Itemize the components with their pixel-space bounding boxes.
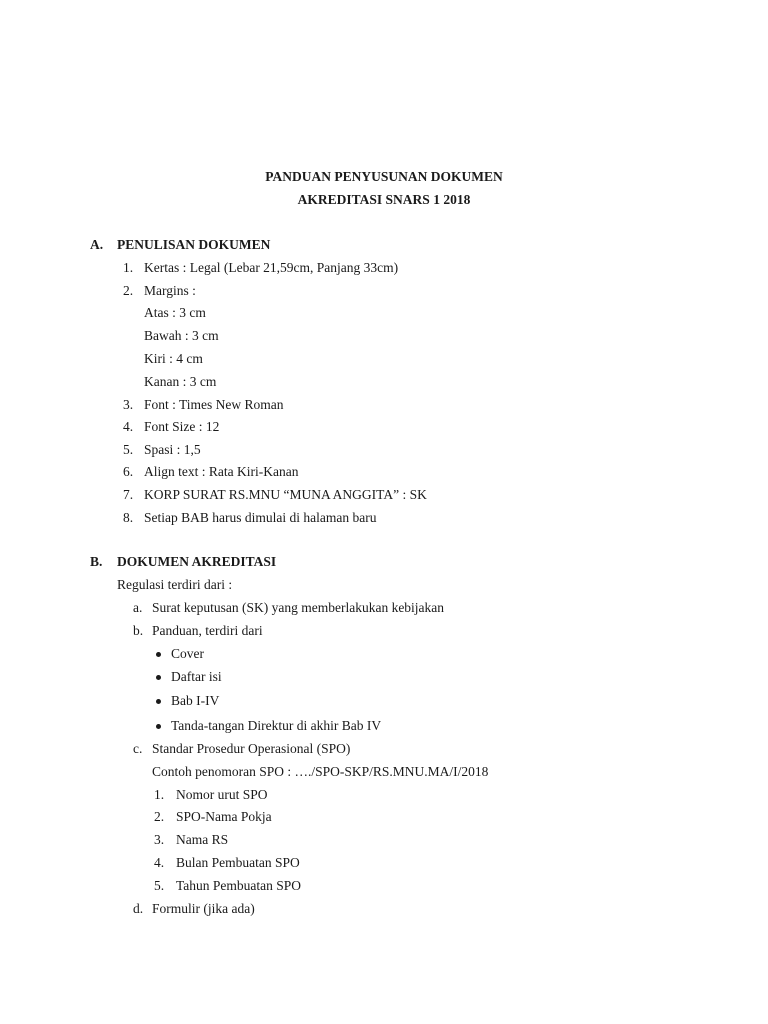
list-item-number: 5. bbox=[123, 442, 134, 457]
bullet-icon bbox=[156, 675, 161, 680]
list-item-number: 1. bbox=[123, 260, 134, 275]
lettered-item-marker: b. bbox=[133, 623, 144, 638]
spo-part-number: 2. bbox=[154, 809, 165, 824]
section-b-intro: Regulasi terdiri dari : bbox=[117, 577, 233, 592]
list-item: KORP SURAT RS.MNU “MUNA ANGGITA” : SK bbox=[144, 487, 427, 502]
list-item: Font : Times New Roman bbox=[144, 397, 284, 412]
lettered-item: Formulir (jika ada) bbox=[152, 901, 255, 916]
bullet-item: Tanda-tangan Direktur di akhir Bab IV bbox=[171, 718, 382, 733]
list-item-number: 7. bbox=[123, 487, 134, 502]
list-item: Kertas : Legal (Lebar 21,59cm, Panjang 33cm) bbox=[144, 260, 399, 275]
bullet-icon bbox=[156, 724, 161, 729]
lettered-item-marker: d. bbox=[133, 901, 144, 916]
spo-part: Nomor urut SPO bbox=[176, 787, 268, 802]
spo-part: Bulan Pembuatan SPO bbox=[176, 855, 300, 870]
spo-part: Tahun Pembuatan SPO bbox=[176, 878, 302, 893]
bullet-item: Daftar isi bbox=[171, 669, 222, 684]
list-item: Align text : Rata Kiri-Kanan bbox=[144, 464, 299, 479]
lettered-item-marker: c. bbox=[133, 741, 143, 756]
lettered-item: Standar Prosedur Operasional (SPO) bbox=[152, 741, 351, 756]
document-title-line2: AKREDITASI SNARS 1 2018 bbox=[297, 192, 471, 207]
list-item-number: 4. bbox=[123, 419, 134, 434]
list-item: Font Size : 12 bbox=[144, 419, 220, 434]
section-a-marker: A. bbox=[90, 237, 104, 252]
list-item: Spasi : 1,5 bbox=[144, 442, 201, 457]
section-b-marker: B. bbox=[90, 554, 103, 569]
list-item-number: 8. bbox=[123, 510, 134, 525]
margin-item: Bawah : 3 cm bbox=[144, 328, 219, 343]
list-item-number: 6. bbox=[123, 464, 134, 479]
spo-part: Nama RS bbox=[176, 832, 229, 847]
margin-item: Atas : 3 cm bbox=[144, 305, 206, 320]
lettered-item-marker: a. bbox=[133, 600, 143, 615]
section-b-heading: DOKUMEN AKREDITASI bbox=[117, 554, 277, 569]
list-item-number: 3. bbox=[123, 397, 134, 412]
bullet-item: Cover bbox=[171, 646, 204, 661]
lettered-item: Panduan, terdiri dari bbox=[152, 623, 263, 638]
margin-item: Kanan : 3 cm bbox=[144, 374, 217, 389]
spo-part-number: 1. bbox=[154, 787, 165, 802]
list-item-number: 2. bbox=[123, 283, 134, 298]
list-item: Setiap BAB harus dimulai di halaman baru bbox=[144, 510, 377, 525]
bullet-item: Bab I-IV bbox=[171, 693, 220, 708]
spo-part: SPO-Nama Pokja bbox=[176, 809, 272, 824]
spo-numbering-example: Contoh penomoran SPO : …./SPO-SKP/RS.MNU.MA/I/2018 bbox=[152, 764, 489, 779]
bullet-icon bbox=[156, 699, 161, 704]
list-item: Margins : bbox=[144, 283, 196, 298]
spo-part-number: 5. bbox=[154, 878, 165, 893]
bullet-icon bbox=[156, 652, 161, 657]
spo-part-number: 4. bbox=[154, 855, 165, 870]
section-a-heading: PENULISAN DOKUMEN bbox=[117, 237, 271, 252]
lettered-item: Surat keputusan (SK) yang memberlakukan kebijakan bbox=[152, 600, 445, 615]
document-title-line1: PANDUAN PENYUSUNAN DOKUMEN bbox=[265, 169, 503, 184]
spo-part-number: 3. bbox=[154, 832, 165, 847]
margin-item: Kiri : 4 cm bbox=[144, 351, 203, 366]
